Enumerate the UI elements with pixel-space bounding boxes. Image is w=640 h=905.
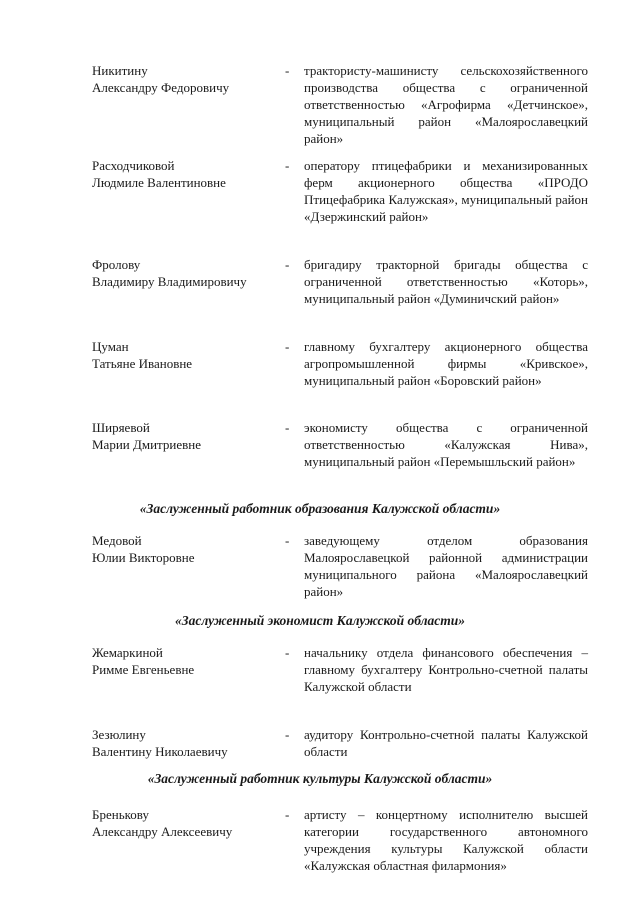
recipient-position: артисту – концертному исполнителю высшей категории государственного автономного учреждения культуры Калужской области «Калужская областная филармония» <box>304 807 588 873</box>
recipient-position: аудитору Контрольно-счетной палаты Калужской области <box>304 727 588 759</box>
recipient-name <box>92 338 282 372</box>
recipient-surname: Расходчиковой <box>92 158 175 173</box>
separator-dash: - <box>285 420 290 435</box>
recipient-given-names: Марии Дмитриевне <box>92 437 201 452</box>
separator-dash: - <box>285 63 290 78</box>
recipient-name <box>92 62 282 96</box>
recipient-surname: Медовой <box>92 533 142 548</box>
recipient-given-names: Александру Федоровичу <box>92 80 230 95</box>
section-heading-education: «Заслуженный работник образования Калужской области» <box>139 501 501 516</box>
recipient-given-names: Римме Евгеньевне <box>92 662 195 677</box>
separator-dash: - <box>285 645 290 660</box>
recipient-name <box>92 806 282 840</box>
recipient-given-names: Татьяне Ивановне <box>92 356 193 371</box>
separator-dash: - <box>285 257 290 272</box>
recipient-position: главному бухгалтеру акционерного общества агропромышленной фирмы «Кривское», муниципальный район «Боровский район» <box>304 339 588 388</box>
recipient-position: бригадиру тракторной бригады общества с ограниченной ответственностью «Которь», муниципальный район «Думиничский район» <box>304 257 588 306</box>
recipient-position: экономисту общества с ограниченной ответственностью «Калужская Нива», муниципальный район «Перемышльский район» <box>304 420 588 469</box>
recipient-name <box>92 157 282 191</box>
recipient-position: трактористу-машинисту сельскохозяйственного производства общества с ограниченной ответственностью «Агрофирма «Детчинское», муниципальный район «Малоярославецкий район» <box>304 63 588 146</box>
recipient-given-names: Валентину Николаевичу <box>92 744 228 759</box>
recipient-given-names: Владимиру Владимировичу <box>92 274 247 289</box>
recipient-name <box>92 726 282 760</box>
recipient-given-names: Александру Алексеевичу <box>92 824 233 839</box>
recipient-given-names: Юлии Викторовне <box>92 550 195 565</box>
separator-dash: - <box>285 533 290 548</box>
section-heading-economist: «Заслуженный экономист Калужской области» <box>174 613 466 628</box>
section-heading-culture: «Заслуженный работник культуры Калужской области» <box>147 771 493 786</box>
recipient-given-names: Людмиле Валентиновне <box>92 175 226 190</box>
recipient-name <box>92 532 282 566</box>
separator-dash: - <box>285 807 290 822</box>
recipient-position: заведующему отделом образования Малоярославецкой районной администрации муниципального района «Малоярославецкий район» <box>304 533 588 599</box>
recipient-surname: Никитину <box>92 63 148 78</box>
recipient-name <box>92 644 282 678</box>
recipient-position: оператору птицефабрики и механизированных ферм акционерного общества «ПРОДО Птицефабрика Калужская», муниципальный район «Дзержинский район» <box>304 158 588 224</box>
recipient-surname: Фролову <box>92 257 141 272</box>
separator-dash: - <box>285 158 290 173</box>
recipient-surname: Цуман <box>92 339 129 354</box>
separator-dash: - <box>285 727 290 742</box>
recipient-surname: Зезюлину <box>92 727 146 742</box>
recipient-position: начальнику отдела финансового обеспечения – главному бухгалтеру Контрольно-счетной палаты Калужской области <box>304 645 588 694</box>
separator-dash: - <box>285 339 290 354</box>
recipient-surname: Бренькову <box>92 807 149 822</box>
recipient-surname: Жемаркиной <box>92 645 163 660</box>
recipient-surname: Ширяевой <box>92 420 150 435</box>
recipient-name <box>92 419 282 453</box>
recipient-name <box>92 256 282 290</box>
